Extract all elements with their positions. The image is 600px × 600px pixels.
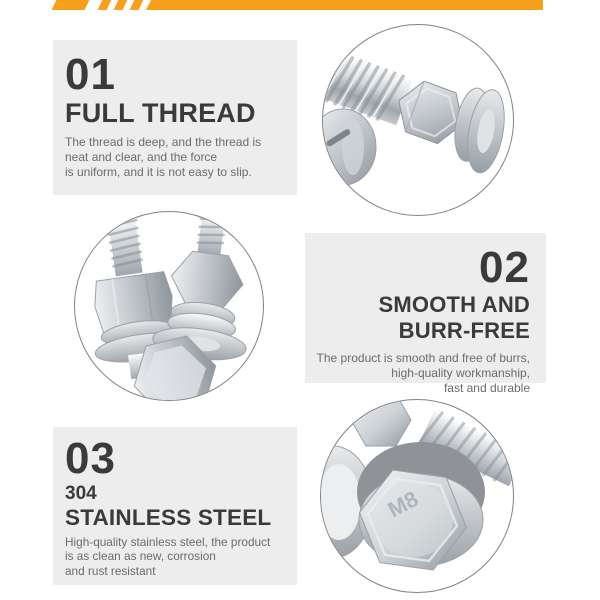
feature-3-panel	[53, 427, 297, 585]
feature-2-photo-circle	[74, 211, 264, 401]
screw-head	[323, 109, 376, 185]
feature-2-description: The product is smooth and free of burrs, high-quality workmanship, fast and durable	[316, 351, 530, 396]
accent-slash-3	[114, 0, 128, 10]
feature-3-number: 03	[65, 434, 116, 483]
feature-2-title-line-2: BURR-FREE	[398, 318, 530, 344]
bolt-head-closeup-photo	[321, 400, 513, 592]
assembled-bolts-photo	[75, 212, 263, 400]
feature-3-photo-circle	[320, 399, 514, 593]
feature-1-number: 01	[65, 50, 116, 99]
accent-slash-1	[52, 0, 90, 10]
accent-slash-4	[130, 0, 144, 10]
feature-3-title	[65, 506, 289, 529]
accent-bar	[146, 0, 543, 10]
feature-1-title-line: FULL THREAD	[65, 98, 256, 129]
feature-1-panel	[53, 40, 297, 195]
accent-slash-2	[98, 0, 112, 10]
feature-3-title-line: STAINLESS STEEL	[65, 505, 272, 531]
feature-1-photo-circle	[322, 24, 514, 216]
feature-2-panel	[305, 233, 546, 396]
feature-2-title	[313, 292, 530, 344]
feature-2-number: 02	[479, 243, 530, 292]
feature-1-description: The thread is deep, and the thread is neat and clear, and the force is uniform, and it is not easy to slip.	[65, 134, 262, 179]
bolt-head-stamp: M8	[383, 485, 423, 523]
feature-1-title	[65, 99, 289, 127]
feature-2-title-line-1: SMOOTH AND	[378, 292, 530, 318]
hex-bolt-nut-washers-photo	[323, 25, 513, 215]
feature-3-subtitle: 304	[65, 483, 97, 505]
feature-3-description: High-quality stainless steel, the product is as clean as new, corrosion and rust resistant	[65, 534, 271, 579]
corner-nut	[351, 400, 411, 446]
